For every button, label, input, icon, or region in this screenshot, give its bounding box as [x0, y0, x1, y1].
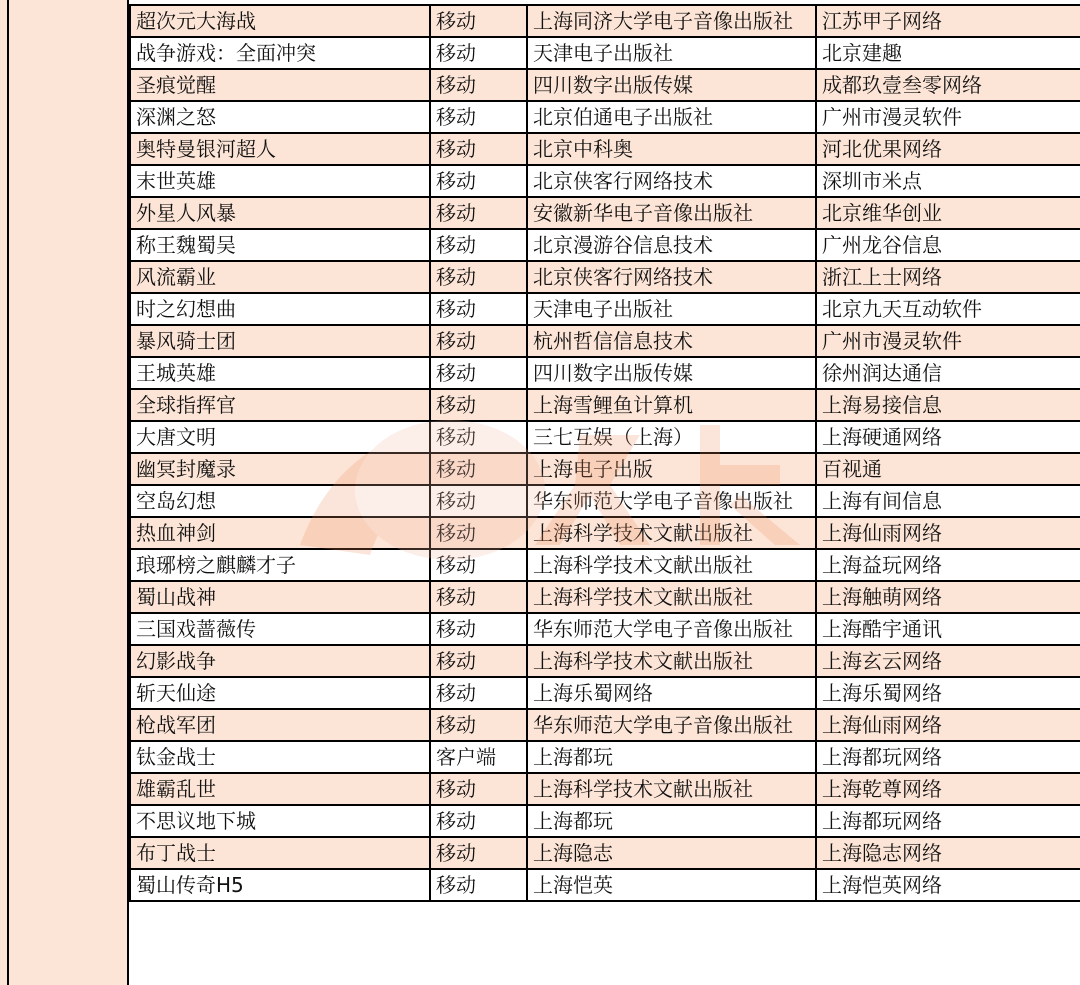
operator-cell[interactable]: 上海有间信息	[816, 485, 1080, 517]
platform-cell[interactable]: 移动	[430, 837, 527, 869]
platform-cell[interactable]: 移动	[430, 613, 527, 645]
game-name-cell[interactable]: 外星人风暴	[130, 197, 430, 229]
table-row	[130, 293, 1080, 325]
platform-cell[interactable]: 移动	[430, 357, 527, 389]
table-row	[130, 645, 1080, 677]
platform-cell[interactable]: 移动	[430, 165, 527, 197]
operator-cell[interactable]: 上海都玩网络	[816, 741, 1080, 773]
game-name-cell[interactable]: 全球指挥官	[130, 389, 430, 421]
platform-cell[interactable]: 移动	[430, 421, 527, 453]
publisher-cell[interactable]: 三七互娱（上海）	[527, 421, 816, 453]
operator-cell[interactable]: 上海都玩网络	[816, 805, 1080, 837]
game-name-cell[interactable]: 称王魏蜀吴	[130, 229, 430, 261]
platform-cell[interactable]: 移动	[430, 517, 527, 549]
table-row	[130, 741, 1080, 773]
game-name-cell[interactable]: 大唐文明	[130, 421, 430, 453]
table-row	[130, 869, 1080, 901]
game-name-cell[interactable]: 幽冥封魔录	[130, 453, 430, 485]
table-row	[130, 421, 1080, 453]
game-name-cell[interactable]: 斩天仙途	[130, 677, 430, 709]
operator-cell[interactable]: 上海易接信息	[816, 389, 1080, 421]
publisher-cell[interactable]: 上海科学技术文献出版社	[527, 645, 816, 677]
platform-cell[interactable]: 移动	[430, 581, 527, 613]
platform-cell[interactable]: 移动	[430, 453, 527, 485]
publisher-cell[interactable]: 上海恺英	[527, 869, 816, 901]
platform-cell[interactable]: 移动	[430, 677, 527, 709]
operator-cell[interactable]: 浙江上士网络	[816, 261, 1080, 293]
operator-cell[interactable]: 江苏甲子网络	[816, 5, 1080, 37]
operator-cell[interactable]: 河北优果网络	[816, 133, 1080, 165]
platform-cell[interactable]: 客户端	[430, 741, 527, 773]
operator-cell[interactable]: 上海硬通网络	[816, 421, 1080, 453]
publisher-cell[interactable]: 四川数字出版传媒	[527, 357, 816, 389]
publisher-cell[interactable]: 上海雪鲤鱼计算机	[527, 389, 816, 421]
game-license-table	[129, 4, 1080, 902]
publisher-cell[interactable]: 上海乐蜀网络	[527, 677, 816, 709]
operator-cell[interactable]: 广州市漫灵软件	[816, 325, 1080, 357]
platform-cell[interactable]: 移动	[430, 645, 527, 677]
operator-cell[interactable]: 上海仙雨网络	[816, 709, 1080, 741]
gridline-left	[7, 0, 9, 985]
table-row	[130, 37, 1080, 69]
table-body	[130, 5, 1080, 901]
publisher-cell[interactable]: 上海科学技术文献出版社	[527, 549, 816, 581]
game-name-cell[interactable]: 战争游戏：全面冲突	[130, 37, 430, 69]
platform-cell[interactable]: 移动	[430, 69, 527, 101]
table-row	[130, 837, 1080, 869]
table-row	[130, 69, 1080, 101]
table-row	[130, 453, 1080, 485]
game-name-cell[interactable]: 时之幻想曲	[130, 293, 430, 325]
operator-cell[interactable]: 上海乐蜀网络	[816, 677, 1080, 709]
publisher-cell[interactable]: 华东师范大学电子音像出版社	[527, 485, 816, 517]
platform-cell[interactable]: 移动	[430, 485, 527, 517]
operator-cell[interactable]: 北京九天互动软件	[816, 293, 1080, 325]
game-name-cell[interactable]: 热血神剑	[130, 517, 430, 549]
table-row	[130, 517, 1080, 549]
platform-cell[interactable]: 移动	[430, 709, 527, 741]
operator-cell[interactable]: 广州市漫灵软件	[816, 101, 1080, 133]
table-row	[130, 133, 1080, 165]
operator-cell[interactable]: 深圳市米点	[816, 165, 1080, 197]
publisher-cell[interactable]: 安徽新华电子音像出版社	[527, 197, 816, 229]
game-name-cell[interactable]: 暴风骑士团	[130, 325, 430, 357]
game-name-cell[interactable]: 深渊之怒	[130, 101, 430, 133]
publisher-cell[interactable]: 上海同济大学电子音像出版社	[527, 5, 816, 37]
table-row	[130, 325, 1080, 357]
publisher-cell[interactable]: 上海都玩	[527, 741, 816, 773]
game-name-cell[interactable]: 超次元大海战	[130, 5, 430, 37]
platform-cell[interactable]: 移动	[430, 261, 527, 293]
game-name-cell[interactable]: 圣痕觉醒	[130, 69, 430, 101]
publisher-cell[interactable]: 上海都玩	[527, 805, 816, 837]
operator-cell[interactable]: 北京建趣	[816, 37, 1080, 69]
game-name-cell[interactable]: 空岛幻想	[130, 485, 430, 517]
game-name-cell[interactable]: 不思议地下城	[130, 805, 430, 837]
platform-cell[interactable]: 移动	[430, 549, 527, 581]
table-row	[130, 357, 1080, 389]
table-row	[130, 165, 1080, 197]
publisher-cell[interactable]: 上海电子出版	[527, 453, 816, 485]
game-name-cell[interactable]: 风流霸业	[130, 261, 430, 293]
game-name-cell[interactable]: 枪战军团	[130, 709, 430, 741]
table-row	[130, 229, 1080, 261]
publisher-cell[interactable]: 上海科学技术文献出版社	[527, 773, 816, 805]
publisher-cell[interactable]: 四川数字出版传媒	[527, 69, 816, 101]
operator-cell[interactable]: 北京维华创业	[816, 197, 1080, 229]
table-row	[130, 805, 1080, 837]
table-row	[130, 485, 1080, 517]
platform-cell[interactable]: 移动	[430, 293, 527, 325]
publisher-cell[interactable]: 北京侠客行网络技术	[527, 165, 816, 197]
row-header-margin	[0, 0, 129, 985]
table-row	[130, 389, 1080, 421]
game-name-cell[interactable]: 布丁战士	[130, 837, 430, 869]
game-name-cell[interactable]: 琅琊榜之麒麟才子	[130, 549, 430, 581]
publisher-cell[interactable]: 杭州哲信信息技术	[527, 325, 816, 357]
platform-cell[interactable]: 移动	[430, 325, 527, 357]
table-row	[130, 5, 1080, 37]
publisher-cell[interactable]: 北京中科奥	[527, 133, 816, 165]
table-row	[130, 677, 1080, 709]
game-name-cell[interactable]: 蜀山战神	[130, 581, 430, 613]
publisher-cell[interactable]: 天津电子出版社	[527, 293, 816, 325]
publisher-cell[interactable]: 华东师范大学电子音像出版社	[527, 613, 816, 645]
game-name-cell[interactable]: 雄霸乱世	[130, 773, 430, 805]
table-row	[130, 709, 1080, 741]
operator-cell[interactable]: 上海益玩网络	[816, 549, 1080, 581]
platform-cell[interactable]: 移动	[430, 133, 527, 165]
platform-cell[interactable]: 移动	[430, 37, 527, 69]
platform-cell[interactable]: 移动	[430, 805, 527, 837]
publisher-cell[interactable]: 上海科学技术文献出版社	[527, 581, 816, 613]
publisher-cell[interactable]: 北京漫游谷信息技术	[527, 229, 816, 261]
publisher-cell[interactable]: 北京侠客行网络技术	[527, 261, 816, 293]
platform-cell[interactable]: 移动	[430, 773, 527, 805]
operator-cell[interactable]: 百视通	[816, 453, 1080, 485]
platform-cell[interactable]: 移动	[430, 229, 527, 261]
table-row	[130, 101, 1080, 133]
game-name-cell[interactable]: 幻影战争	[130, 645, 430, 677]
operator-cell[interactable]: 上海隐志网络	[816, 837, 1080, 869]
game-name-cell[interactable]: 末世英雄	[130, 165, 430, 197]
publisher-cell[interactable]: 上海科学技术文献出版社	[527, 517, 816, 549]
table-row	[130, 261, 1080, 293]
table-row	[130, 197, 1080, 229]
operator-cell[interactable]: 成都玖壹叁零网络	[816, 69, 1080, 101]
operator-cell[interactable]: 上海仙雨网络	[816, 517, 1080, 549]
platform-cell[interactable]: 移动	[430, 389, 527, 421]
publisher-cell[interactable]: 天津电子出版社	[527, 37, 816, 69]
table-row	[130, 581, 1080, 613]
platform-cell[interactable]: 移动	[430, 197, 527, 229]
platform-cell[interactable]: 移动	[430, 869, 527, 901]
game-name-cell[interactable]: 王城英雄	[130, 357, 430, 389]
operator-cell[interactable]: 广州龙谷信息	[816, 229, 1080, 261]
game-name-cell[interactable]: 蜀山传奇H5	[130, 869, 430, 901]
operator-cell[interactable]: 徐州润达通信	[816, 357, 1080, 389]
table-row	[130, 773, 1080, 805]
publisher-cell[interactable]: 上海隐志	[527, 837, 816, 869]
operator-cell[interactable]: 上海恺英网络	[816, 869, 1080, 901]
operator-cell[interactable]: 上海触萌网络	[816, 581, 1080, 613]
table-row	[130, 549, 1080, 581]
platform-cell[interactable]: 移动	[430, 101, 527, 133]
game-name-cell[interactable]: 奥特曼银河超人	[130, 133, 430, 165]
publisher-cell[interactable]: 华东师范大学电子音像出版社	[527, 709, 816, 741]
platform-cell[interactable]: 移动	[430, 5, 527, 37]
game-name-cell[interactable]: 钛金战士	[130, 741, 430, 773]
operator-cell[interactable]: 上海乾尊网络	[816, 773, 1080, 805]
game-name-cell[interactable]: 三国戏蔷薇传	[130, 613, 430, 645]
table-row	[130, 613, 1080, 645]
operator-cell[interactable]: 上海酷宇通讯	[816, 613, 1080, 645]
operator-cell[interactable]: 上海玄云网络	[816, 645, 1080, 677]
publisher-cell[interactable]: 北京伯通电子出版社	[527, 101, 816, 133]
